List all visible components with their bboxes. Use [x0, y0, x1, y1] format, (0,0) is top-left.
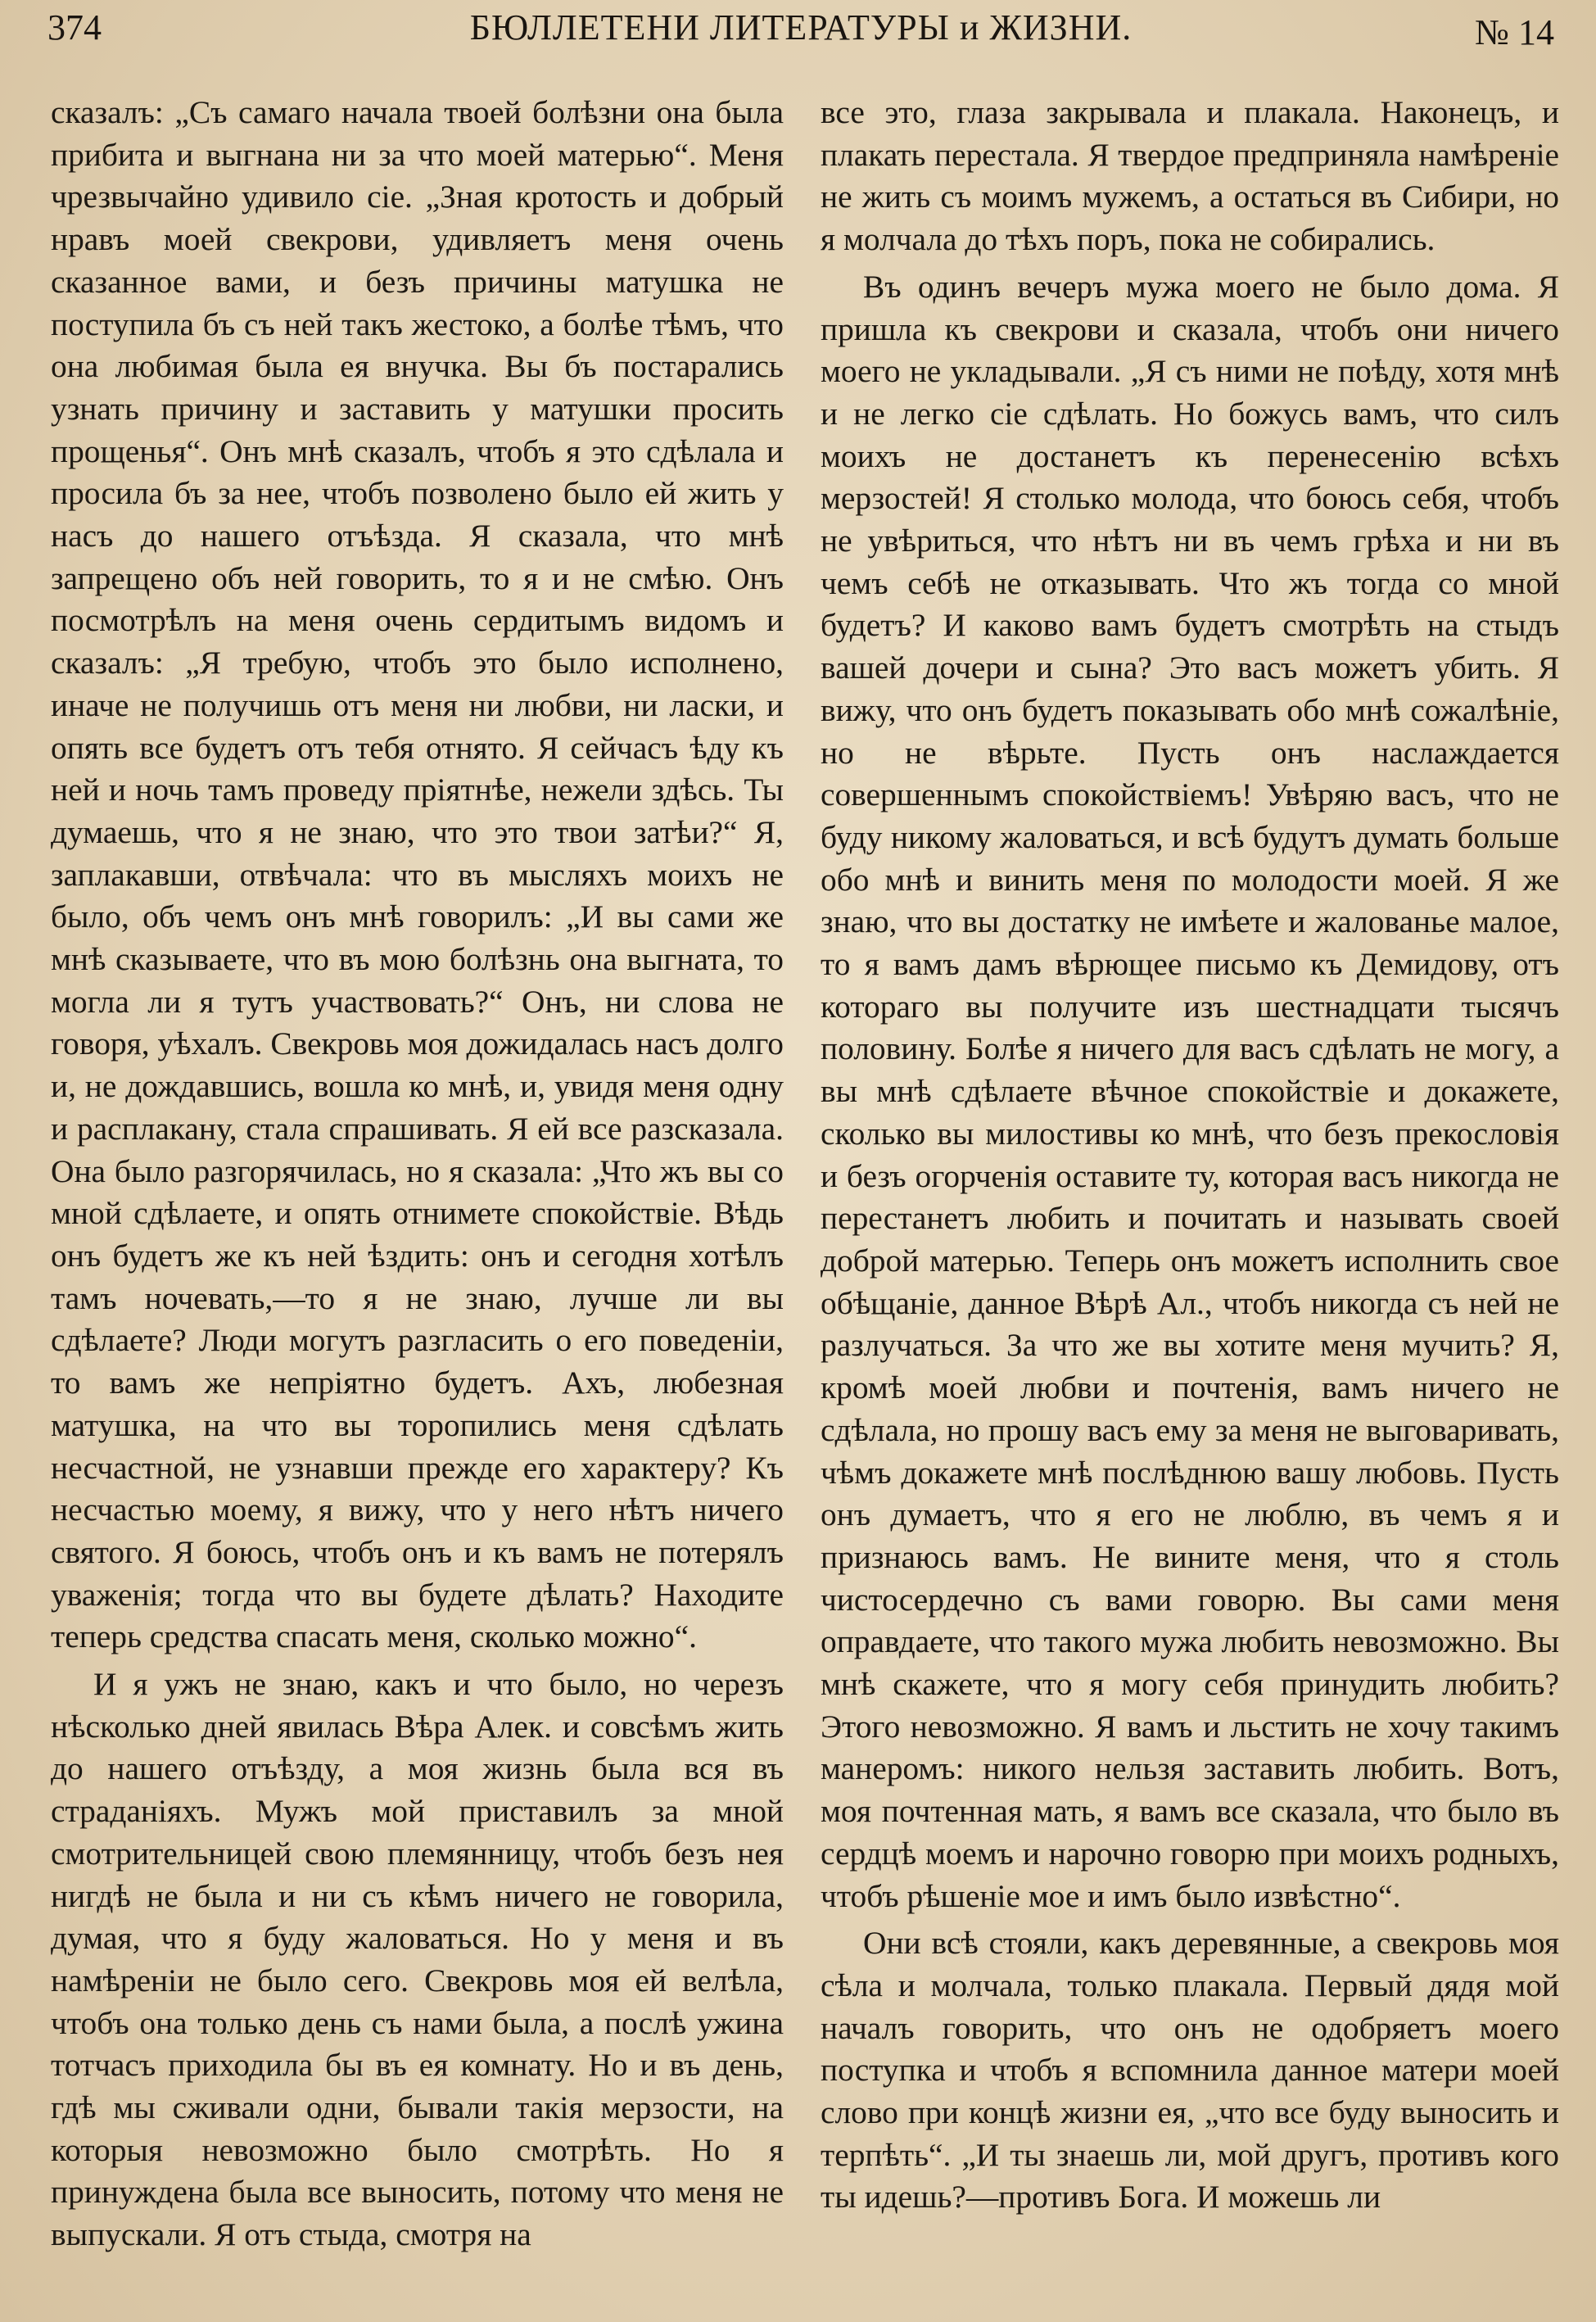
left-column: [51, 92, 784, 2311]
page-number: 374: [47, 7, 102, 48]
issue-number: № 14: [1475, 12, 1554, 52]
paragraph: все это, глаза закрывала и плакала. Наконецъ, и плакать перестала. Я твердое предприняла намѣреніе не жить съ моимъ мужемъ, а остаться въ Сибири, но я молчала до тѣхъ поръ, пока не собирались.: [821, 94, 1559, 258]
paragraph: Въ одинъ вечеръ мужа моего не было дома. Я пришла къ свекрови и сказала, чтобъ они ничего моего не укладывали. „Я съ ними не поѣду, хотя мнѣ и не легко сіе сдѣлать. Но божусь вамъ, что силъ моихъ не достанетъ къ перенесенію всѣхъ мерзостей! Я столько молода, что боюсь себя, чтобъ не увѣриться, что нѣтъ ни въ чемъ грѣха и ни въ чемъ себѣ не отказывать. Что жъ тогда со мной будетъ? И каково вамъ будетъ смотрѣть на стыдъ вашей дочери и сына? Это васъ можетъ убить. Я вижу, что онъ будетъ показывать обо мнѣ сожалѣніе, но не вѣрьте. Пусть онъ наслаждается совершеннымъ спокойствіемъ! Увѣряю васъ, что не буду никому жаловаться, и всѣ будутъ думать больше обо мнѣ и винить меня по молодости моей. Я же знаю, что вы достатку не имѣете и жалованье малое, то я вамъ дамъ вѣрющее письмо къ Демидову, отъ котораго вы получите изъ шестнадцати тысячъ половину. Болѣе я ничего для васъ сдѣлать не могу, а вы мнѣ сдѣлаете вѣчное спокойствіе и докажете, сколько вы милостивы ко мнѣ, что безъ прекословія и безъ огорченія оставите ту, которая васъ никогда не перестанетъ любить и почитать и называть своей доброй матерью. Теперь онъ можетъ исполнить свое обѣщаніе, данное Вѣрѣ Ал., чтобъ никогда съ ней не разлучаться. За что же вы хотите меня мучить? Я, кромѣ моей любви и почтенія, вамъ ничего не сдѣлала, но прошу васъ ему за меня не выговаривать, чѣмъ докажете мнѣ послѣднюю вашу любовь. Пусть онъ думаетъ, что я его не люблю, въ чемъ я и признаюсь вамъ. Не вините меня, что я столь чистосердечно съ вами говорю. Вы сами меня оправдаете, что такого мужа любить невозможно. Вы мнѣ скажете, что я могу себя принудить любить? Этого невозможно. Я вамъ и льстить не хочу такимъ манеромъ: никого нельзя заставить любить. Вотъ, моя почтенная мать, я вамъ все сказала, что было въ сердцѣ моемъ и нарочно говорю при моихъ родныхъ, чтобъ рѣшеніе мое и имъ было извѣстно“.: [821, 268, 1559, 1914]
right-column: [821, 92, 1559, 2311]
journal-title: БЮЛЛЕТЕНИ ЛИТЕРАТУРЫ и ЖИЗНИ.: [469, 7, 1133, 48]
paragraph: Они всѣ стояли, какъ деревянные, а свекровь моя сѣла и молчала, только плакала. Первый дядя мой началъ говорить, что онъ не одобряетъ моего поступка и чтобъ я вспомнила данное матери моей слово при концѣ жизни ея, „что все буду выносить и терпѣть“. „И ты знаешь ли, мой другъ, противъ кого ты идешь?—противъ Бога. И можешь ли: [821, 1925, 1559, 2216]
running-header: [47, 7, 1554, 56]
paragraph: И я ужъ не знаю, какъ и что было, но черезъ нѣсколько дней явилась Вѣра Алек. и совсѣмъ жить до нашего отъѣзду, а моя жизнь была вся въ страданіяхъ. Мужъ мой приставилъ за мной смотрительницей свою племянницу, чтобъ безъ нея нигдѣ не была и ни съ кѣмъ ничего не говорила, думая, что я буду жаловаться. Но у меня и въ намѣреніи не было сего. Свекровь моя ей велѣла, чтобъ она только день съ нами была, а послѣ ужина тотчасъ приходила бы въ ея комнату. Но и въ день, гдѣ мы сживали одни, бывали такія мерзости, на которыя невозможно было смотрѣть. Но я принуждена была все выносить, потому что меня не выпускали. Я отъ стыда, смотря на: [51, 1666, 784, 2253]
paragraph: сказалъ: „Съ самаго начала твоей болѣзни она была прибита и выгнана ни за что моей матерью“. Меня чрезвычайно удивило сіе. „Зная кротость и добрый нравъ моей свекрови, удивляетъ меня очень сказанное вами, и безъ причины матушка не поступила бъ съ ней такъ жестоко, а болѣе тѣмъ, что она любимая была ея внучка. Вы бъ постарались узнать причину и заставить у матушки просить прощенья“. Онъ мнѣ сказалъ, чтобъ я это сдѣлала и просила бъ за нее, чтобъ позволено было ей жить у насъ до нашего отъѣзда. Я сказала, что мнѣ запрещено объ ней говорить, то я и не смѣю. Онъ посмотрѣлъ на меня очень сердитымъ видомъ и сказалъ: „Я требую, чтобъ это было исполнено, иначе не получишь отъ меня ни любви, ни ласки, и опять все будетъ отъ тебя отнято. Я сейчасъ ѣду къ ней и ночь тамъ проведу пріятнѣе, нежели здѣсь. Ты думаешь, что я не знаю, что это твои затѣи?“ Я, заплакавши, отвѣчала: что въ мысляхъ моихъ не было, объ чемъ онъ мнѣ говорилъ: „И вы сами же мнѣ сказываете, что въ мою болѣзнь она выгната, то могла ли я тутъ участвовать?“ Онъ, ни слова не говоря, уѣхалъ. Свекровь моя дожидалась насъ долго и, не дождавшись, вошла ко мнѣ, и, увидя меня одну и расплакану, стала спрашивать. Я ей все разсказала. Она было разгорячилась, но я сказала: „Что жъ вы со мной сдѣлаете, и опять отнимете спокойствіе. Вѣдь онъ будетъ же къ ней ѣздить: онъ и сегодня хотѣлъ тамъ ночевать,—то я не знаю, лучше ли вы сдѣлаете? Люди могутъ разгласить о его поведеніи, то вамъ же непріятно будетъ. Ахъ, любезная матушка, на что вы торопились меня сдѣлать несчастной, не узнавши прежде его характеру? Къ несчастью моему, я вижу, что у него нѣтъ ничего святого. Я боюсь, чтобъ онъ и къ вамъ не потерялъ уваженія; тогда что вы будете дѣлать? Находите теперь средства спасать меня, сколько можно“.: [51, 94, 784, 1655]
